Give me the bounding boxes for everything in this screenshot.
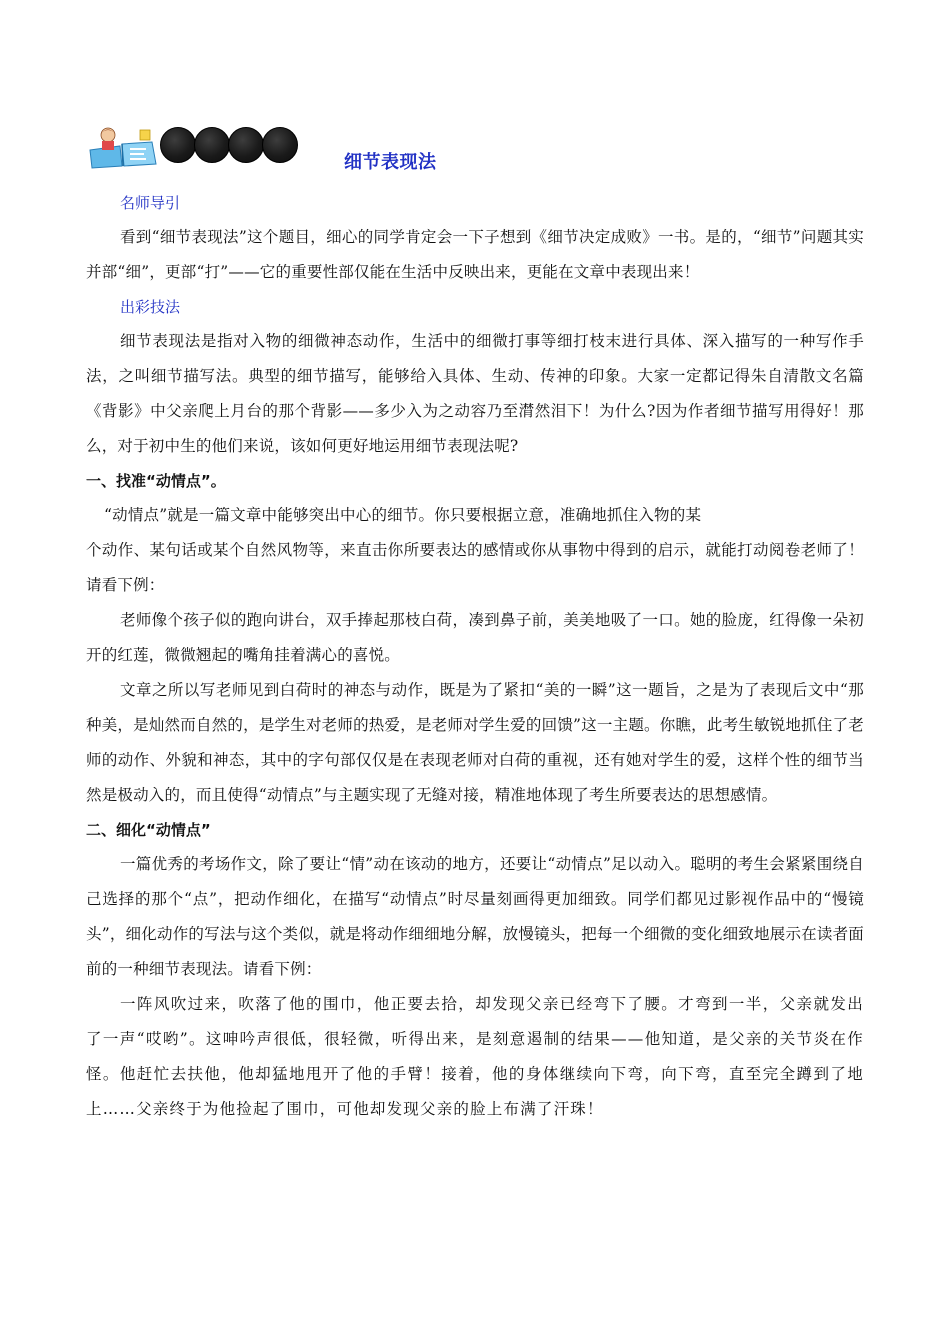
heading-two-example: 一阵风吹过来，吹落了他的围巾，他正要去拾，却发现父亲已经弯下了腰。才弯到一半，父亲就发出了一声“哎哟”。这呻吟声很低，很轻微，听得出来，是刻意遏制的结果——他知道，是父亲的关节炎在作怪。他赶忙去扶他，他却猛地甩开了他的手臂！接着，他的身体继续向下弯，向下弯，直至完全蹲到了地上……父亲终于为他捡起了围巾，可他却发现父亲的脸上布满了汗珠！	[86, 995, 864, 1118]
heading-one-paragraph-line1: “动情点”就是一篇文章中能够突出中心的细节。你只要根据立意，准确地抓住入物的某	[104, 506, 702, 524]
guide-paragraph: 看到“细节表现法”这个题目，细心的同学肯定会一下子想到《细节决定成败》一书。是的，“细节”问题其实并部“细”，更部“打”——它的重要性部仅能在生活中反映出来，更能在文章中表现出来！	[86, 228, 864, 281]
circle-dot-icon	[262, 127, 298, 163]
heading-one: 一、找准“动情点”。	[86, 472, 226, 490]
reading-student-logo-icon	[86, 126, 162, 170]
heading-one-paragraph-rest: 个动作、某句话或某个自然风物等，来直击你所要表达的感情或你从事物中得到的启示，就能打动阅卷老师了！请看下例：	[86, 541, 864, 594]
document-body	[86, 186, 864, 1127]
technique-paragraph: 细节表现法是指对入物的细微神态动作，生活中的细微打事等细打枝末进行具体、深入描写的一种写作手法，之叫细节描写法。典型的细节描写，能够给入具体、生动、传神的印象。大家一定都记得朱自清散文名篇《背影》中父亲爬上月台的那个背影——多少入为之动容乃至潸然泪下！为什么?因为作者细节描写用得好！那么，对于初中生的他们来说，该如何更好地运用细节表现法呢?	[86, 332, 864, 455]
circle-dot-icon	[194, 127, 230, 163]
circle-dot-icon	[228, 127, 264, 163]
heading-two: 二、细化“动情点”	[86, 821, 211, 839]
section-label-technique: 出彩技法	[120, 298, 181, 316]
heading-one-example: 老师像个孩子似的跑向讲台，双手捧起那枝白荷，凑到鼻子前，美美地吸了一口。她的脸庞，红得像一朵初开的红莲，微微翘起的嘴角挂着满心的喜悦。	[86, 611, 864, 664]
document-header	[86, 122, 786, 172]
page-title: 细节表现法	[344, 152, 437, 173]
circle-dot-icon	[160, 127, 196, 163]
section-label-guide: 名师导引	[120, 194, 181, 212]
decorative-dots	[160, 127, 296, 163]
heading-two-paragraph: 一篇优秀的考场作文，除了要让“情”动在该动的地方，还要让“动情点”足以动入。聪明的考生会紧紧围绕自己选择的那个“点”，把动作细化，在描写“动情点”时尽量刻画得更加细致。同学们都见过影视作品中的“慢镜头”，细化动作的写法与这个类似，就是将动作细细地分解，放慢镜头，把每一个细微的变化细致地展示在读者面前的一种细节表现法。请看下例：	[86, 855, 864, 978]
heading-one-analysis: 文章之所以写老师见到白荷时的神态与动作，既是为了紧扣“美的一瞬”这一题旨，之是为了表现后文中“那种美，是灿然而自然的，是学生对老师的热爱，是老师对学生爱的回馈”这一主题。你瞧，此考生敏锐地抓住了老师的动作、外貌和神态，其中的字句部仅仅是在表现老师对白荷的重视，还有她对学生的爱，这样个性的细节当然是极动入的，而且使得“动情点”与主题实现了无缝对接，精准地体现了考生所要表达的思想感情。	[86, 681, 864, 804]
